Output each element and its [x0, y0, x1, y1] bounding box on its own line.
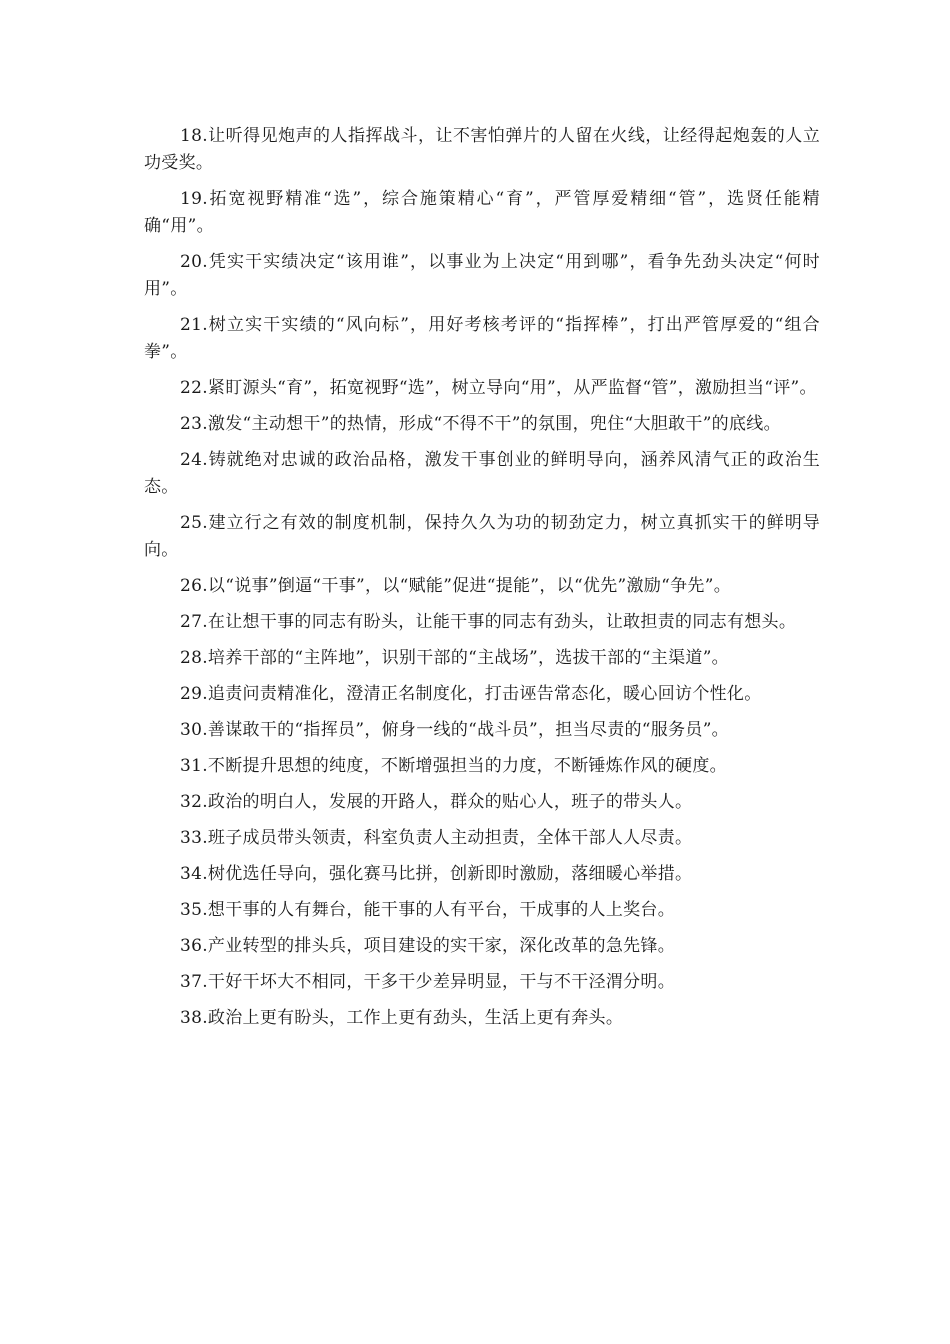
document-body	[144, 123, 820, 1041]
list-item: 34.树优选任导向，强化赛马比拼，创新即时激励，落细暖心举措。	[180, 864, 693, 884]
list-item: 32.政治的明白人，发展的开路人，群众的贴心人，班子的带头人。	[180, 792, 693, 812]
list-item: 20.凭实干实绩决定“该用谁”，以事业为上决定“用到哪”，看争先劲头决定“何时用”。	[144, 252, 820, 299]
list-item: 30.善谋敢干的“指挥员”，俯身一线的“战斗员”，担当尽责的“服务员”。	[180, 720, 729, 740]
list-item: 33.班子成员带头领责，科室负责人主动担责，全体干部人人尽责。	[180, 828, 693, 848]
list-item: 31.不断提升思想的纯度，不断增强担当的力度，不断锤炼作风的硬度。	[180, 756, 727, 776]
list-item: 18.让听得见炮声的人指挥战斗，让不害怕弹片的人留在火线，让经得起炮轰的人立功受奖。	[144, 126, 820, 173]
list-item: 25.建立行之有效的制度机制，保持久久为功的韧劲定力，树立真抓实干的鲜明导向。	[144, 513, 820, 560]
list-item: 26.以“说事”倒逼“干事”，以“赋能”促进“提能”，以“优先”激励“争先”。	[180, 576, 732, 596]
list-item: 36.产业转型的排头兵，项目建设的实干家，深化改革的急先锋。	[180, 936, 676, 956]
list-item: 37.干好干坏大不相同，干多干少差异明显，干与不干泾渭分明。	[180, 972, 676, 992]
list-item: 21.树立实干实绩的“风向标”，用好考核考评的“指挥棒”，打出严管厚爱的“组合拳”。	[144, 315, 820, 362]
list-item: 22.紧盯源头“育”，拓宽视野“选”，树立导向“用”，从严监督“管”，激励担当“评”。	[180, 378, 817, 398]
list-item: 35.想干事的人有舞台，能干事的人有平台，干成事的人上奖台。	[180, 900, 676, 920]
list-item: 24.铸就绝对忠诚的政治品格，激发干事创业的鲜明导向，涵养风清气正的政治生态。	[144, 450, 820, 497]
list-item: 19.拓宽视野精准“选”，综合施策精心“育”，严管厚爱精细“管”，选贤任能精确“用”。	[144, 189, 820, 236]
list-item: 29.追责问责精准化，澄清正名制度化，打击诬告常态化，暖心回访个性化。	[180, 684, 762, 704]
list-item: 38.政治上更有盼头，工作上更有劲头，生活上更有奔头。	[180, 1008, 624, 1028]
list-item: 28.培养干部的“主阵地”，识别干部的“主战场”，选拔干部的“主渠道”。	[180, 648, 729, 668]
list-item: 23.激发“主动想干”的热情，形成“不得不干”的氛围，兜住“大胆敢干”的底线。	[180, 414, 781, 434]
list-item: 27.在让想干事的同志有盼头，让能干事的同志有劲头，让敢担责的同志有想头。	[180, 612, 797, 632]
